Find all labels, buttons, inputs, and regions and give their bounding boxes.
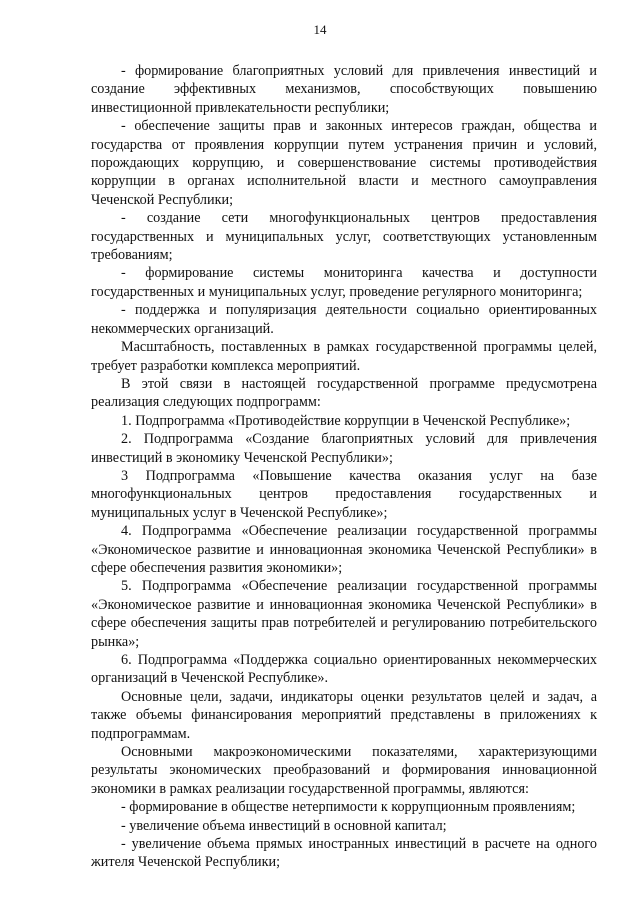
paragraph-goal-anti-corruption: - обеспечение защиты прав и законных интересов граждан, общества и государства от проявления коррупции путем устранения причин и условий, порождающих коррупцию, и совершенствование системы противодействия коррупции в органах исполнительной власти и местного самоуправления Чеченской Республики;: [91, 118, 597, 208]
paragraph-macro-indicators-intro: Основными макроэкономическими показателями, характеризующими результаты экономических преобразований и формирования инновационной экономики в рамках реализации государственной программы, являются:: [91, 744, 597, 797]
subprogram-item-3: 3 Подпрограмма «Повышение качества оказания услуг на базе многофункциональных центров предоставления государственных и муниципальных услуг в Чеченской Республике»;: [91, 467, 597, 521]
paragraph-goal-investment-conditions: - формирование благоприятных условий для привлечения инвестиций и создание эффективных механизмов, способствующих повышению инвестиционной привлекательности республики;: [91, 63, 597, 116]
subprogram-item-2: 2. Подпрограмма «Создание благоприятных условий для привлечения инвестиций в экономику Чеченской Республики»;: [91, 431, 597, 466]
paragraph-subprograms-intro: В этой связи в настоящей государственной программе предусмотрена реализация следующих подпрограмм:: [91, 375, 597, 411]
paragraph-goal-mfc-network: - создание сети многофункциональных центров предоставления государственных и муниципальных услуг, соответствующих установленным требованиям;: [91, 210, 597, 264]
subprogram-item-1: 1. Подпрограмма «Противодействие коррупции в Чеченской Республике»;: [121, 412, 571, 429]
paragraph-appendices-note: Основные цели, задачи, индикаторы оценки результатов целей и задач, а также объемы финансирования мероприятий представлены в приложениях к подпрограммам.: [91, 688, 597, 742]
page-number: 14: [313, 22, 327, 37]
subprogram-item-4: 4. Подпрограмма «Обеспечение реализации государственной программы «Экономическое развитие и инновационная экономика Чеченской Республики» в сфере обеспечения развития экономики»;: [91, 523, 597, 576]
indicator-item-foreign-investment: - увеличение объема прямых иностранных инвестиций в расчете на одного жителя Чеченской Республики;: [91, 836, 597, 871]
subprogram-item-5: 5. Подпрограмма «Обеспечение реализации государственной программы «Экономическое развитие и инновационная экономика Чеченской Республики» в сфере обеспечения защиты прав потребителей и регулированию потребительского рынка»;: [91, 578, 597, 650]
paragraph-goal-monitoring-system: - формирование системы мониторинга качества и доступности государственных и муниципальных услуг, проведение регулярного мониторинга;: [91, 265, 597, 300]
indicator-item-capital-investment: - увеличение объема инвестиций в основной капитал;: [121, 817, 447, 834]
indicator-item-intolerance-corruption: - формирование в обществе нетерпимости к коррупционным проявлениям;: [121, 799, 576, 816]
paragraph-scale-of-goals: Масштабность, поставленных в рамках государственной программы целей, требует разработки комплекса мероприятий.: [91, 339, 597, 374]
subprogram-item-6: 6. Подпрограмма «Поддержка социально ориентированных некоммерческих организаций в Чеченской Республике».: [91, 652, 597, 687]
paragraph-goal-nko-support: - поддержка и популяризация деятельности социально ориентированных некоммерческих организаций.: [91, 302, 597, 337]
document-body: [91, 62, 597, 872]
